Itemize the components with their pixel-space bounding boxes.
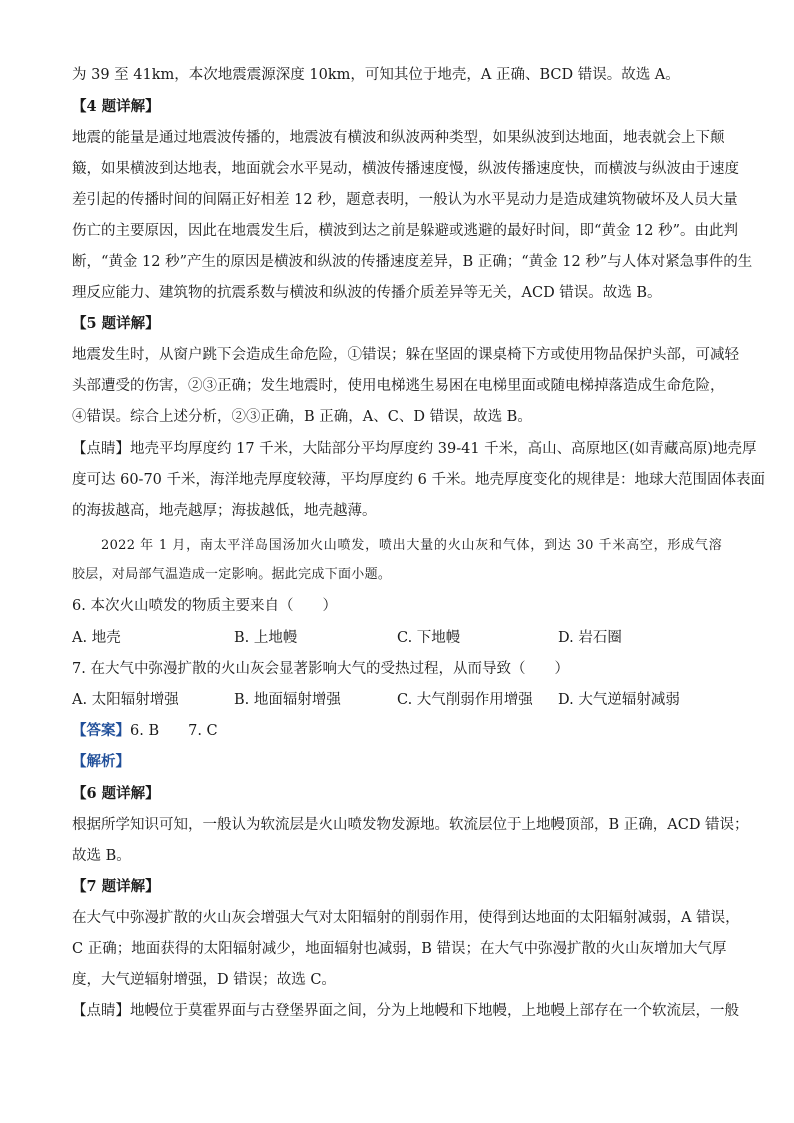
answer-label: 【答案】: [72, 722, 130, 739]
paragraph-line: 故选 B。: [72, 848, 131, 864]
tip-paragraph-line: 【点睛】地壳平均厚度约 17 千米，大陆部分平均厚度约 39-41 千米，高山、高原地区(如青藏高原)地壳厚: [72, 441, 757, 457]
paragraph-line: 度，大气逆辐射增强，D 错误；故选 C。: [72, 972, 336, 988]
q7-option-b: B. 地面辐射增强: [234, 692, 341, 708]
paragraph-line: 伤亡的主要原因，因此在地震发生后，横波到达之前是躲避或逃避的最好时间，即“黄金 12 秒”。由此判: [72, 223, 738, 239]
paragraph-line: 断，“黄金 12 秒”产生的原因是横波和纵波的传播速度差异，B 正确；“黄金 12 秒”与人体对紧急事件的生: [72, 254, 753, 270]
q6-option-b: B. 上地幔: [234, 630, 298, 646]
q6-option-a: A. 地壳: [72, 630, 121, 646]
q6-option-d: D. 岩石圈: [558, 630, 622, 646]
analysis-label: 【解析】: [72, 753, 130, 770]
section-heading: 【7 题详解】: [72, 878, 160, 895]
answer-line: [72, 721, 722, 741]
paragraph-line: 理反应能力、建筑物的抗震系数与横波和纵波的传播介质差异等无关，ACD 错误。故选 B。: [72, 285, 662, 301]
q7-option-d: D. 大气逆辐射减弱: [558, 692, 680, 708]
question-7: 7. 在大气中弥漫扩散的火山灰会显著影响大气的受热过程，从而导致（ ）: [72, 661, 569, 677]
answer-value: 6. B 7. C: [130, 723, 218, 739]
section-heading: 【5 题详解】: [72, 315, 160, 332]
paragraph-line: 为 39 至 41km，本次地震震源深度 10km，可知其位于地壳，A 正确、BCD 错误。故选 A。: [72, 67, 680, 83]
question-intro-line: 胶层，对局部气温造成一定影响。据此完成下面小题。: [72, 567, 392, 582]
paragraph-line: 簸，如果横波到达地表，地面就会水平晃动，横波传播速度慢，纵波传播速度快，而横波与纵波由于速度: [72, 161, 739, 177]
paragraph-line: 地震发生时，从窗户跳下会造成生命危险，①错误；躲在坚固的课桌椅下方或使用物品保护头部，可减轻: [72, 347, 739, 363]
paragraph-line: 根据所学知识可知，一般认为软流层是火山喷发物发源地。软流层位于上地幔顶部，B 正确，ACD 错误；: [72, 817, 749, 833]
paragraph-line: 差引起的传播时间的间隔正好相差 12 秒，题意表明，一般认为水平晃动力是造成建筑物破坏及人员大量: [72, 192, 738, 208]
question-intro-line: 2022 年 1 月，南太平洋岛国汤加火山喷发，喷出大量的火山灰和气体，到达 30 千米高空，形成气溶: [101, 538, 722, 553]
paragraph-line: ④错误。综合上述分析，②③正确，B 正确，A、C、D 错误，故选 B。: [72, 409, 532, 425]
paragraph-line: 头部遭受的伤害，②③正确；发生地震时，使用电梯逃生易困在电梯里面或随电梯掉落造成生命危险，: [72, 378, 725, 394]
q7-option-a: A. 太阳辐射增强: [72, 692, 179, 708]
paragraph-line: 地震的能量是通过地震波传播的，地震波有横波和纵波两种类型，如果纵波到达地面，地表就会上下颠: [72, 130, 725, 146]
tip-paragraph-line: 【点睛】地幔位于莫霍界面与古登堡界面之间，分为上地幔和下地幔，上地幔上部存在一个软流层，一般: [72, 1003, 739, 1019]
section-heading: 【4 题详解】: [72, 98, 160, 115]
paragraph-line: C 正确；地面获得的太阳辐射减少，地面辐射也减弱，B 错误；在大气中弥漫扩散的火山灰增加大气厚: [72, 941, 727, 957]
paragraph-line: 度可达 60-70 千米，海洋地壳厚度较薄，平均厚度约 6 千米。地壳厚度变化的规律是：地球大范围固体表面: [72, 472, 765, 488]
question-6: 6. 本次火山喷发的物质主要来自（ ）: [72, 598, 337, 614]
paragraph-line: 在大气中弥漫扩散的火山灰会增强大气对太阳辐射的削弱作用，使得到达地面的太阳辐射减弱，A 错误，: [72, 910, 740, 926]
q6-option-c: C. 下地幔: [397, 630, 461, 646]
section-heading: 【6 题详解】: [72, 785, 160, 802]
q7-option-c: C. 大气削弱作用增强: [397, 692, 533, 708]
paragraph-line: 的海拔越高，地壳越厚；海拔越低，地壳越薄。: [72, 503, 377, 519]
